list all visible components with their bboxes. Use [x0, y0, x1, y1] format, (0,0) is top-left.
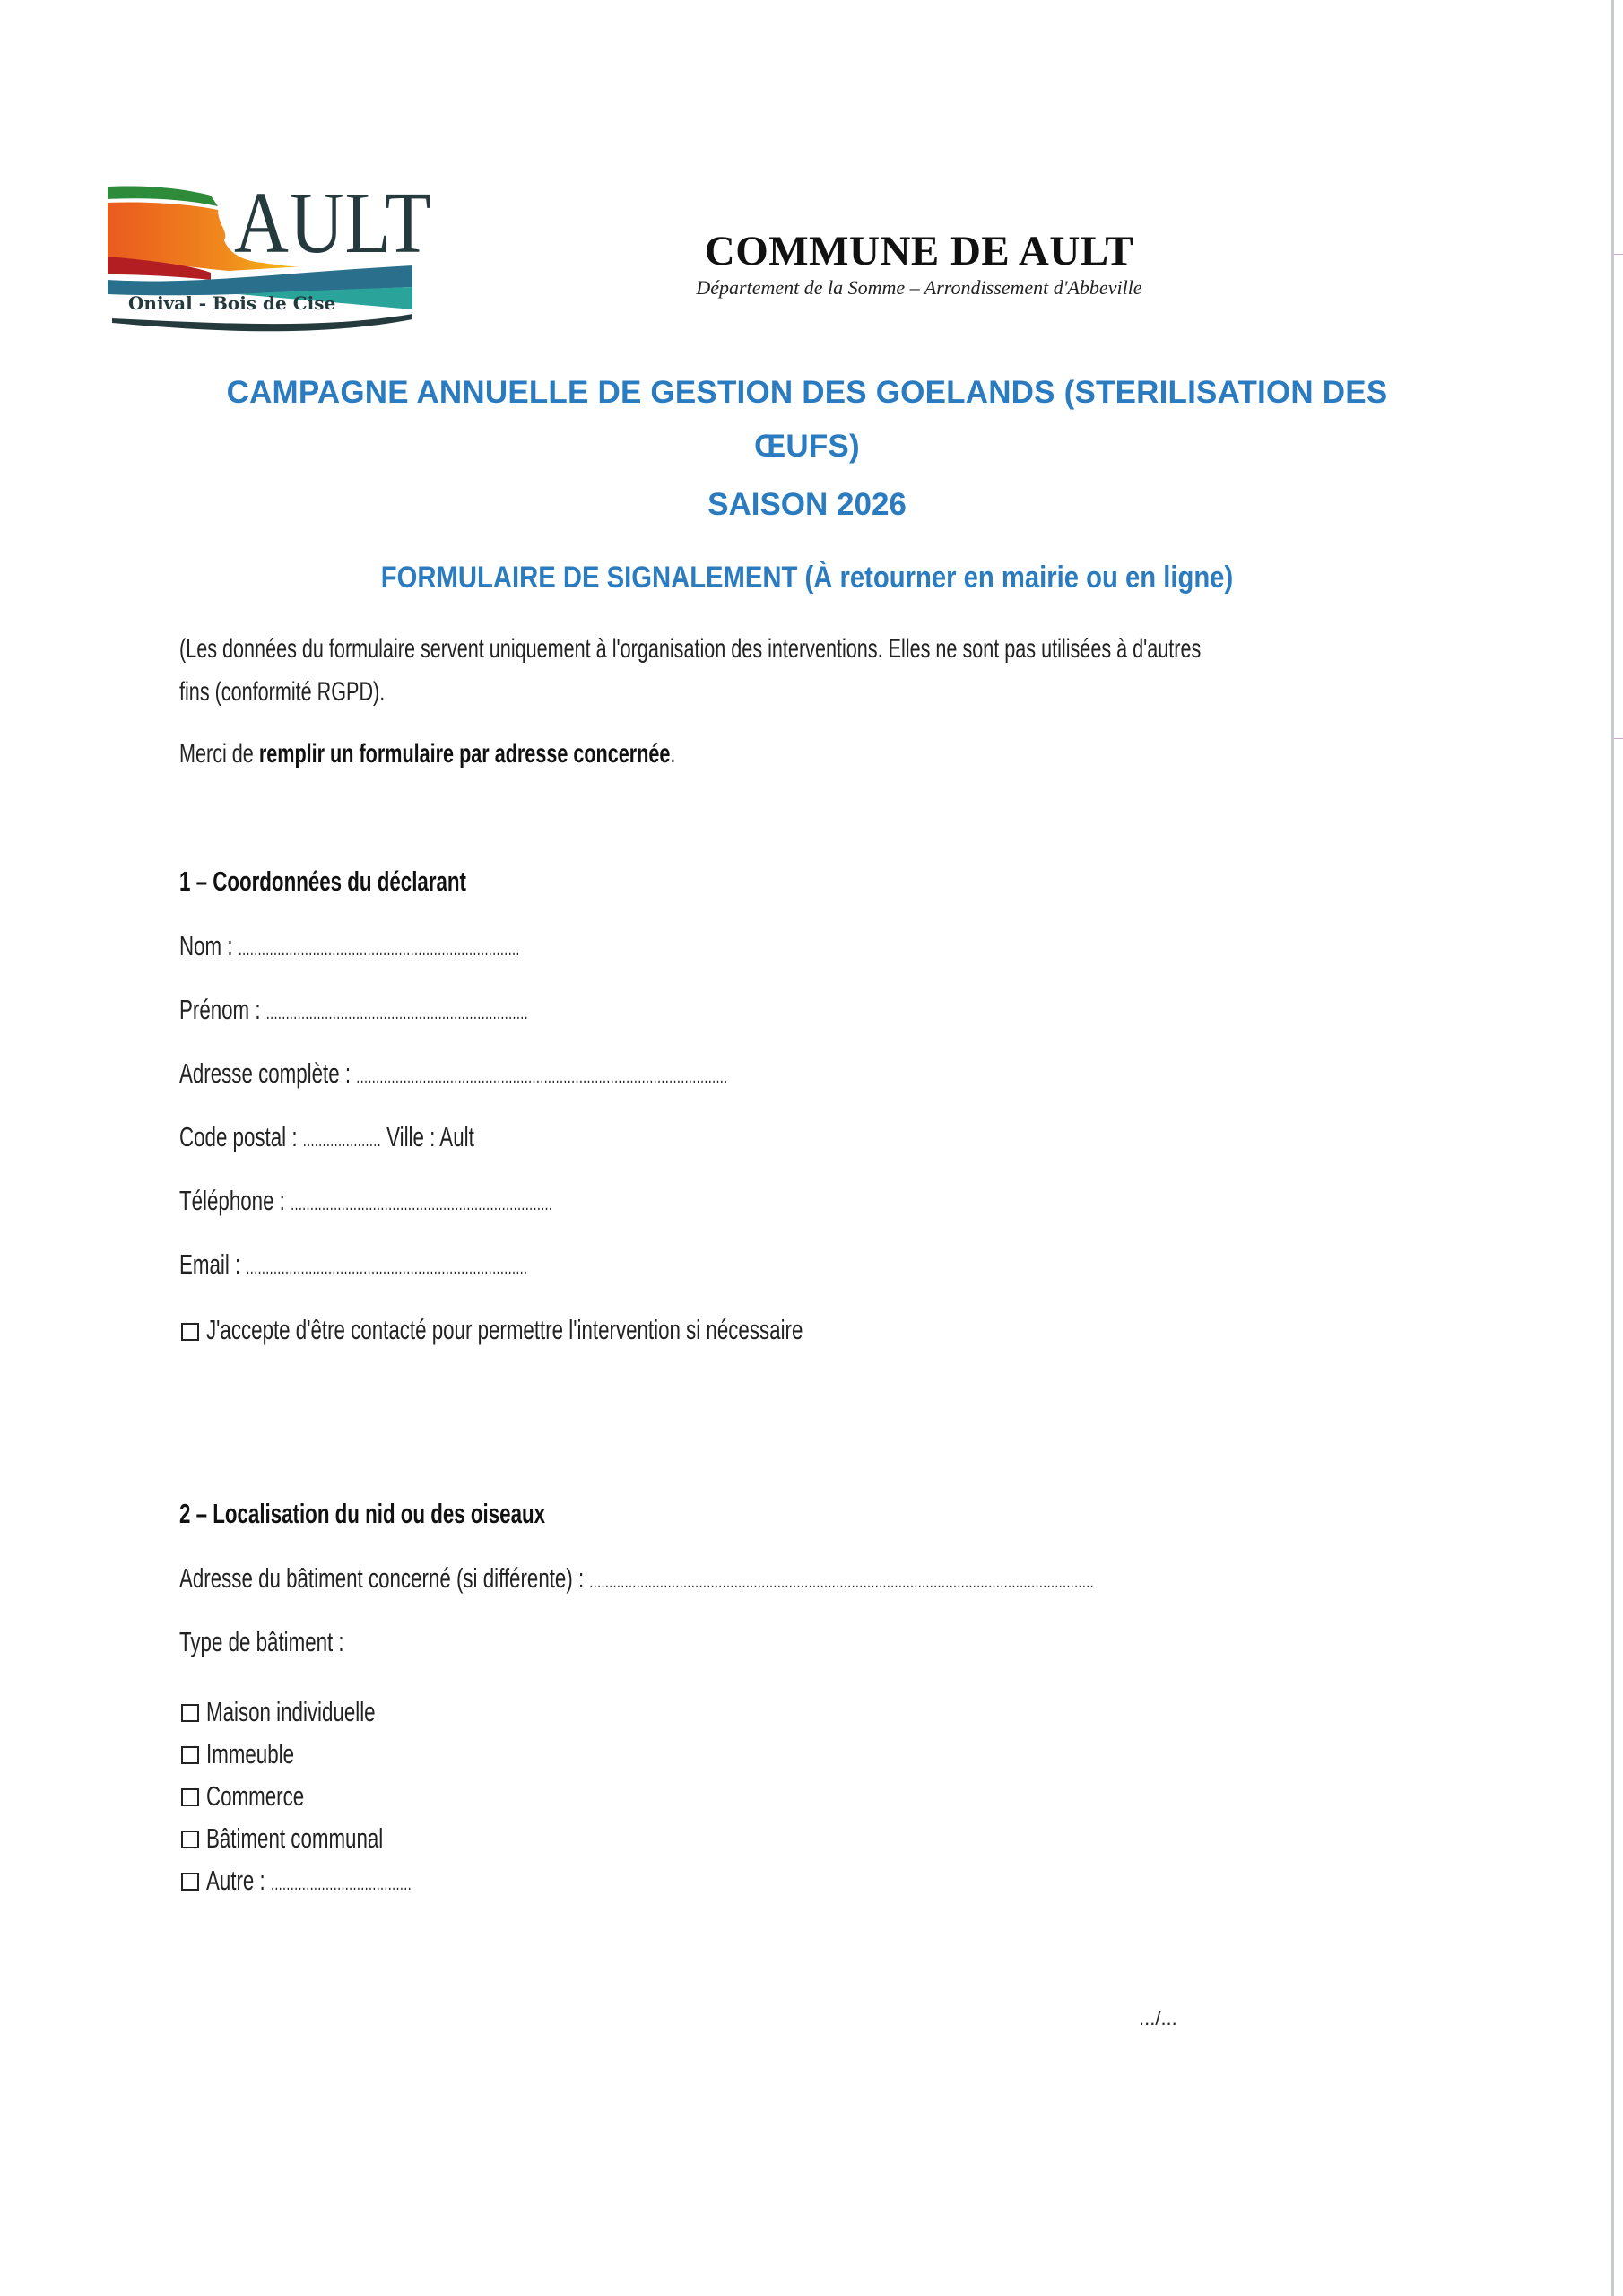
request-bold: remplir un formulaire par adresse concernée: [258, 739, 671, 769]
option-commerce[interactable]: [179, 1775, 491, 1817]
building-type-options: [179, 1691, 491, 1901]
section-2-title-text: 2 – Localisation du nid ou des oiseaux: [179, 1498, 546, 1529]
rgpd-line-1: (Les données du formulaire servent uniquement à l'organisation des interventions. Elles ne sont pas utilisées à d'autres: [179, 634, 1202, 664]
option-label: Immeuble: [206, 1738, 294, 1770]
building-type-label-text: Type de bâtiment :: [179, 1626, 344, 1657]
option-maison-individuelle[interactable]: [179, 1691, 491, 1733]
building-address-label: Adresse du bâtiment concerné (si différente) :: [179, 1562, 590, 1594]
option-label: Bâtiment communal: [206, 1822, 384, 1854]
option-autre[interactable]: [179, 1859, 491, 1901]
option-label: Commerce: [206, 1780, 305, 1812]
form-title: FORMULAIRE DE SIGNALEMENT (À retourner en mairie ou en ligne): [380, 561, 1234, 595]
adresse-field[interactable]: [179, 1056, 941, 1095]
scan-edge: [1611, 0, 1614, 2296]
option-label: Maison individuelle: [206, 1696, 376, 1727]
email-field[interactable]: [179, 1247, 663, 1286]
checkbox-icon[interactable]: [181, 1831, 199, 1848]
ault-logo: [103, 175, 432, 336]
adresse-label: Adresse complète :: [179, 1057, 357, 1089]
adresse-input[interactable]: ...............................................................................................: [356, 1067, 728, 1087]
commune-subtitle: Département de la Somme – Arrondissement d'Abbeville: [696, 276, 1142, 299]
rgpd-line-2: fins (conformité RGPD).: [179, 677, 386, 707]
building-type-label: [179, 1624, 408, 1660]
consent-checkbox[interactable]: [181, 1323, 199, 1341]
section-1-title-text: 1 – Coordonnées du déclarant: [179, 865, 466, 897]
code-postal-field[interactable]: [179, 1119, 589, 1159]
prenom-input[interactable]: ...................................................................: [265, 1004, 528, 1023]
checkbox-icon[interactable]: [181, 1788, 199, 1806]
scan-mark: [1614, 738, 1623, 739]
scan-mark: [1614, 254, 1623, 255]
code-postal-input[interactable]: ....................: [302, 1131, 381, 1151]
campaign-title-line2: ŒUFS): [754, 429, 860, 464]
ville-value: Ault: [439, 1121, 474, 1152]
logo-subtitle: Onival - Bois de Cise: [128, 292, 336, 314]
autre-input[interactable]: ....................................: [270, 1874, 412, 1894]
telephone-field[interactable]: [179, 1183, 698, 1222]
prenom-label: Prénom :: [179, 994, 266, 1025]
telephone-label: Téléphone :: [179, 1185, 291, 1216]
telephone-input[interactable]: ...................................................................: [291, 1195, 553, 1214]
section-1-title: [179, 865, 577, 898]
nom-label: Nom :: [179, 930, 239, 961]
campaign-title-line1: CAMPAGNE ANNUELLE DE GESTION DES GOELANDS (STERILISATION DES: [226, 375, 1388, 410]
section-2-title: [179, 1498, 688, 1530]
code-postal-label: Code postal :: [179, 1121, 303, 1152]
request-prefix: Merci de: [179, 739, 259, 769]
campaign-title: [179, 366, 1435, 474]
logo-wordmark: AULT: [234, 175, 432, 272]
nom-field[interactable]: [179, 928, 652, 968]
consent-checkbox-row[interactable]: [179, 1312, 1035, 1348]
email-label: Email :: [179, 1248, 247, 1280]
option-batiment-communal[interactable]: [179, 1817, 491, 1859]
option-label: Autre :: [206, 1865, 271, 1896]
prenom-field[interactable]: [179, 992, 664, 1031]
checkbox-icon[interactable]: [181, 1873, 199, 1891]
option-immeuble[interactable]: [179, 1733, 491, 1775]
request-note: [179, 733, 869, 776]
building-address-field[interactable]: [179, 1561, 1450, 1600]
continuation-mark: .../...: [1139, 2007, 1177, 2030]
consent-label: J'accepte d'être contacté pour permettre l'intervention si nécessaire: [206, 1314, 803, 1345]
nom-input[interactable]: ........................................................................: [238, 940, 520, 960]
commune-title: COMMUNE DE AULT: [704, 228, 1134, 274]
ville-label: Ville :: [380, 1121, 440, 1152]
checkbox-icon[interactable]: [181, 1704, 199, 1722]
season-label: SAISON 2026: [707, 487, 907, 522]
request-suffix: .: [670, 739, 676, 769]
building-address-input[interactable]: .................................................................................................................................: [589, 1572, 1094, 1592]
checkbox-icon[interactable]: [181, 1746, 199, 1764]
email-input[interactable]: ........................................................................: [246, 1258, 528, 1278]
rgpd-notice: [179, 628, 1598, 714]
